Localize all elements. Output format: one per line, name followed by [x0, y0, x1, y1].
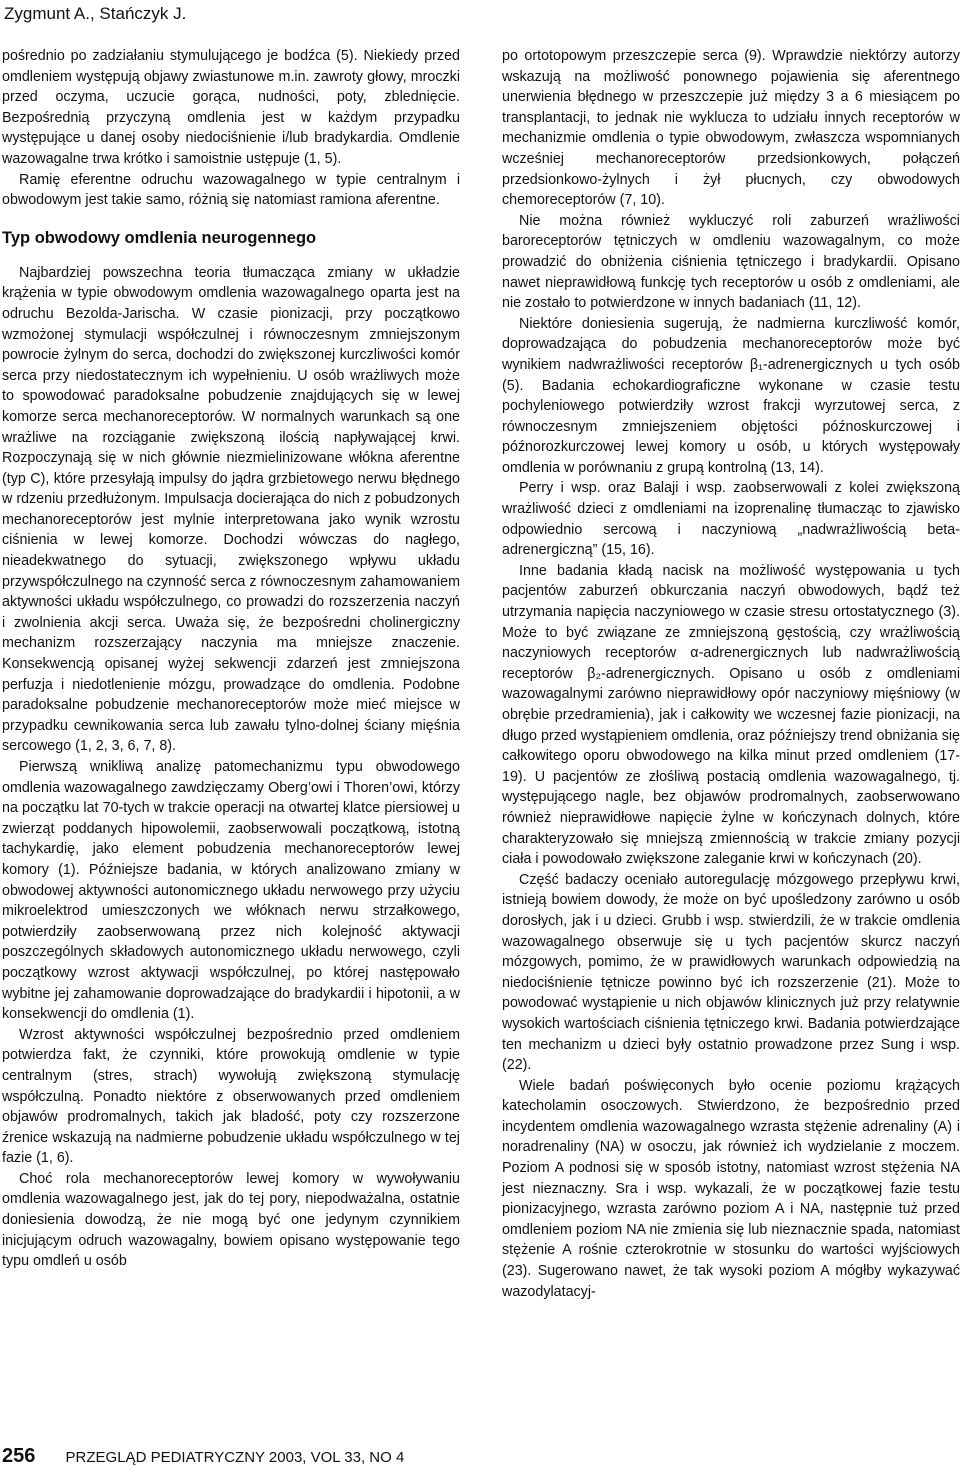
page-footer — [2, 1446, 404, 1468]
section-heading: Typ obwodowy omdlenia neurogennego — [2, 228, 317, 247]
paragraph: Nie można również wykluczyć roli zaburzeń wrażliwości baroreceptorów tętniczych w omdleniu wazowagalnym, co może prowadzić do obniżenia ciśnienia tętniczego i bradykardii. Opisano nawet nieprawidłową funkcję tych receptorów u osób z omdleniami, ale nie zostało to potwierdzone w innych badaniach (11, 12). — [502, 212, 960, 312]
paragraph: Wiele badań poświęconych było ocenie poziomu krążących katecholamin osoczowych. Stwierdzono, że bezpośrednio przed incydentem omdlenia wazowagalnego wzrasta stężenie adrenaliny (A) i noradrenaliny (NA) w osoczu, jak również ich wydzielanie z moczem. Poziom A podnosi się w sposób istotny, natomiast wzrost stężenia NA jest nieznaczny. Sra i wsp. wykazali, że w początkowej fazie testu pionizacyjnego, wzrasta zarówno poziom A i NA, następnie tuż przed omdleniem poziom NA nie zmienia się lub nieznacznie spada, natomiast stężenie A rośnie czterokrotnie w stosunku do wartości wyjściowych (23). Sugerowano nawet, że tak wysoki poziom A mógłby wykazywać wazodylatacyj- — [502, 1077, 960, 1300]
paragraph: Ramię eferentne odruchu wazowagalnego w typie centralnym i obwodowym jest takie samo, różnią się natomiast ramiona aferentne. — [2, 171, 460, 209]
left-column — [2, 46, 460, 1272]
right-column — [502, 46, 960, 1302]
paragraph: po ortotopowym przeszczepie serca (9). Wprawdzie niektórzy autorzy wskazują na możliwość ponownego pojawienia się aferentnego unerwienia błędnego w przeszczepie już między 3 a 6 miesiącem po transplantacji, to jednak nie wyklucza to udziału innych receptorów w mechanizmie omdlenia o typie obwodowym, zwłaszcza wspomnianych wcześniej mechanoreceptorów przedsionkowych, połączeń przedsionkowo-żylnych i żył płucnych, czy obwodowych chemoreceptorów (7, 10). — [502, 48, 960, 209]
paragraph: Wzrost aktywności współczulnej bezpośrednio przed omdleniem potwierdza fakt, że czynniki, które prowokują omdlenie w typie centralnym (stres, strach) wywołują zwiększoną stymulację współczulną. Ponadto niektóre z obserwowanych przed omdleniem objawów prodromalnych, takich jak bladość, poty czy rozszerzone źrenice wskazują na nadmierne pobudzenie układu współczulnego w tej fazie (1, 6). — [2, 1026, 460, 1167]
paragraph: Pierwszą wnikliwą analizę patomechanizmu typu obwodowego omdlenia wazowagalnego zawdzięczamy Oberg’owi i Thoren’owi, którzy na początku lat 70-tych w trakcie operacji na otwartej klatce piersiowej u zwierząt poddanych hipowolemii, zaobserwowali początkową, istotną tachykardię, jako element pobudzenia mechanoreceptorów lewej komory (1). Późniejsze badania, w których analizowano zmiany w obwodowej aktywności autonomicznego układu nerwowego przy użyciu mikroelektrod umieszczonych we włóknach nerwu strzałkowego, potwierdziły zaobserwowaną przez nich kolejność aktywacji poszczególnych składowych autonomicznego układu nerwowego, czyli początkowy wzrost aktywacji współczulnej, po której następowało wybitne jej zahamowanie doprowadzające do bradykardii i hipotonii, a w konsekwencji do omdlenia (1). — [2, 759, 460, 1023]
paragraph: Część badaczy oceniało autoregulację mózgowego przepływu krwi, istnieją bowiem dowody, że może on być upośledzony zarówno u osób dorosłych, jak i u dzieci. Grubb i wsp. stwierdzili, że w trakcie omdlenia wazowagalnego obserwuje się u tych pacjentów skurcz naczyń mózgowych, pomimo, że w prawidłowych warunkach odpowiedzią na niedociśnienie tętnicze powinno być ich rozszerzenie (21). Może to powodować wystąpienie u nich objawów klinicznych już przy relatywnie wysokich wartościach ciśnienia tętniczego krwi. Badania potwierdzające ten mechanizm u dzieci były ostatnio prowadzone przez Sung i wsp. (22). — [502, 871, 960, 1074]
paragraph: Perry i wsp. oraz Balaji i wsp. zaobserwowali z kolei zwiększoną wrażliwość dzieci z omdleniami na izoprenalinę tłumacząc to zjawisko odpowiednio sercową i naczyniową „nadwrażliwością beta-adrenergiczną” (15, 16). — [502, 480, 960, 559]
paragraph: Najbardziej powszechna teoria tłumacząca zmiany w układzie krążenia w typie obwodowym omdlenia wazowagalnego oparta jest na odruchu Bezolda-Jarischa. W czasie pionizacji, przy początkowo wzmożonej stymulacji współczulnej i równoczesnym zmniejszonym powrocie żylnym do serca, dochodzi do zwiększonej kurczliwości komór serca przy niedostatecznym ich wypełnieniu. U osób wrażliwych może to spowodować paradoksalne pobudzenie znajdujących się w lewej komorze serca mechanoreceptorów. W normalnych warunkach są one wrażliwe na rozciąganie zwiększoną ilością napływającej krwi. Rozpoczynają się w nich głównie niezmielinizowane włókna aferentne (typ C), które przesyłają impulsy do jądra grzbietowego nerwu błędnego w rdzeniu przedłużonym. Impulsacja docierająca do nich z pobudzonych mechanoreceptorów jest mylnie interpretowana jako wynik wzrostu ciśnienia w lewej komorze. Dochodzi wówczas do nagłego, nieadekwatnego do sytuacji, zwiększonego wpływu układu przywspółczulnego na czynność serca z równoczesnym zahamowaniem aktywności układu współczulnego, co prowadzi do rozszerzenia naczyń i zwolnienia akcji serca. Uważa się, że bezpośredni cholinergiczny mechanizm rozszerzający naczynia ma mniejsze znaczenie. Konsekwencją opisanej wyżej sekwencji zdarzeń jest zmniejszona perfuzja i niedotlenienie mózgu, prowadzące do omdlenia. Podobne paradoksalne pobudzenie mechanoreceptorów może mieć miejsce w przypadku cewnikowania serca lub zawału tylno-dolnej ściany mięśnia sercowego (1, 2, 3, 6, 7, 8). — [2, 264, 460, 755]
journal-citation: PRZEGLĄD PEDIATRYCZNY 2003, VOL 33, NO 4 — [65, 1449, 405, 1466]
paragraph: Niektóre doniesienia sugerują, że nadmierna kurczliwość komór, doprowadzająca do pobudzenia mechanoreceptorów może być wynikiem nadwrażliwości receptorów β₁-adrenergicznych u tych osób (5). Badania echokardiograficzne wykonane w czasie testu pochyleniowego potwierdziły wzrost frakcji wyrzutowej serca, z równoczesnym zmniejszeniem objętości późnoskurczowej i późnorozkurczowej lewej komory u osób, u których występowały omdlenia w porównaniu z grupą kontrolną (13, 14). — [502, 315, 960, 476]
page-number: 256 — [2, 1445, 36, 1467]
running-head: Zygmunt A., Stańczyk J. — [4, 4, 187, 23]
paragraph: Choć rola mechanoreceptorów lewej komory w wywoływaniu omdlenia wazowagalnego jest, jak do tej pory, niepodważalna, ostatnie doniesienia dowodzą, że nie mogą być one jedynym czynnikiem inicjującym odruch wazowagalny, bowiem opisano występowanie tego typu omdleń u osób — [2, 1170, 460, 1270]
paragraph: Inne badania kładą nacisk na możliwość występowania u tych pacjentów zaburzeń obkurczania naczyń obwodowych, bądź też utrzymania napięcia naczyniowego w czasie stresu ortostatycznego (3). Może to być związane ze zmniejszoną gęstością, czy wrażliwością naczyniowych receptorów α-adrenergicznych lub nadwrażliwością receptorów β₂-adrenergicznych. Opisano u osób z omdleniami wazowagalnymi zarówno nieprawidłowy opór naczyniowy mięśniowy (w obrębie przedramienia), jak i całkowity we wczesnej fazie pionizacji, na długo przed wystąpieniem omdlenia, oraz późniejszy trend obniżania się całkowitego oporu obwodowego na kilka minut przed omdleniem (17-19). U pacjentów ze złośliwą postacią omdlenia wazowagalnego, tj. występującego nagle, bez objawów prodromalnych, zaobserwowano również nieprawidłowe napięcie żylne w kończynach dolnych, które charakteryzowało się mniejszą zmiennością w trakcie zmiany pozycji ciała i powodowało zwiększone zaleganie krwi w kończynach (20). — [502, 562, 960, 868]
paragraph: pośrednio po zadziałaniu stymulującego je bodźca (5). Niekiedy przed omdleniem występują objawy zwiastunowe m.in. zawroty głowy, mroczki przed oczyma, uczucie gorąca, nudności, poty, zblednięcie. Bezpośrednią przyczyną omdlenia jest w każdym przypadku występujące u danej osoby niedociśnienie i/lub bradykardia. Omdlenie wazowagalne trwa krótko i samoistnie ustępuje (1, 5). — [2, 48, 460, 167]
